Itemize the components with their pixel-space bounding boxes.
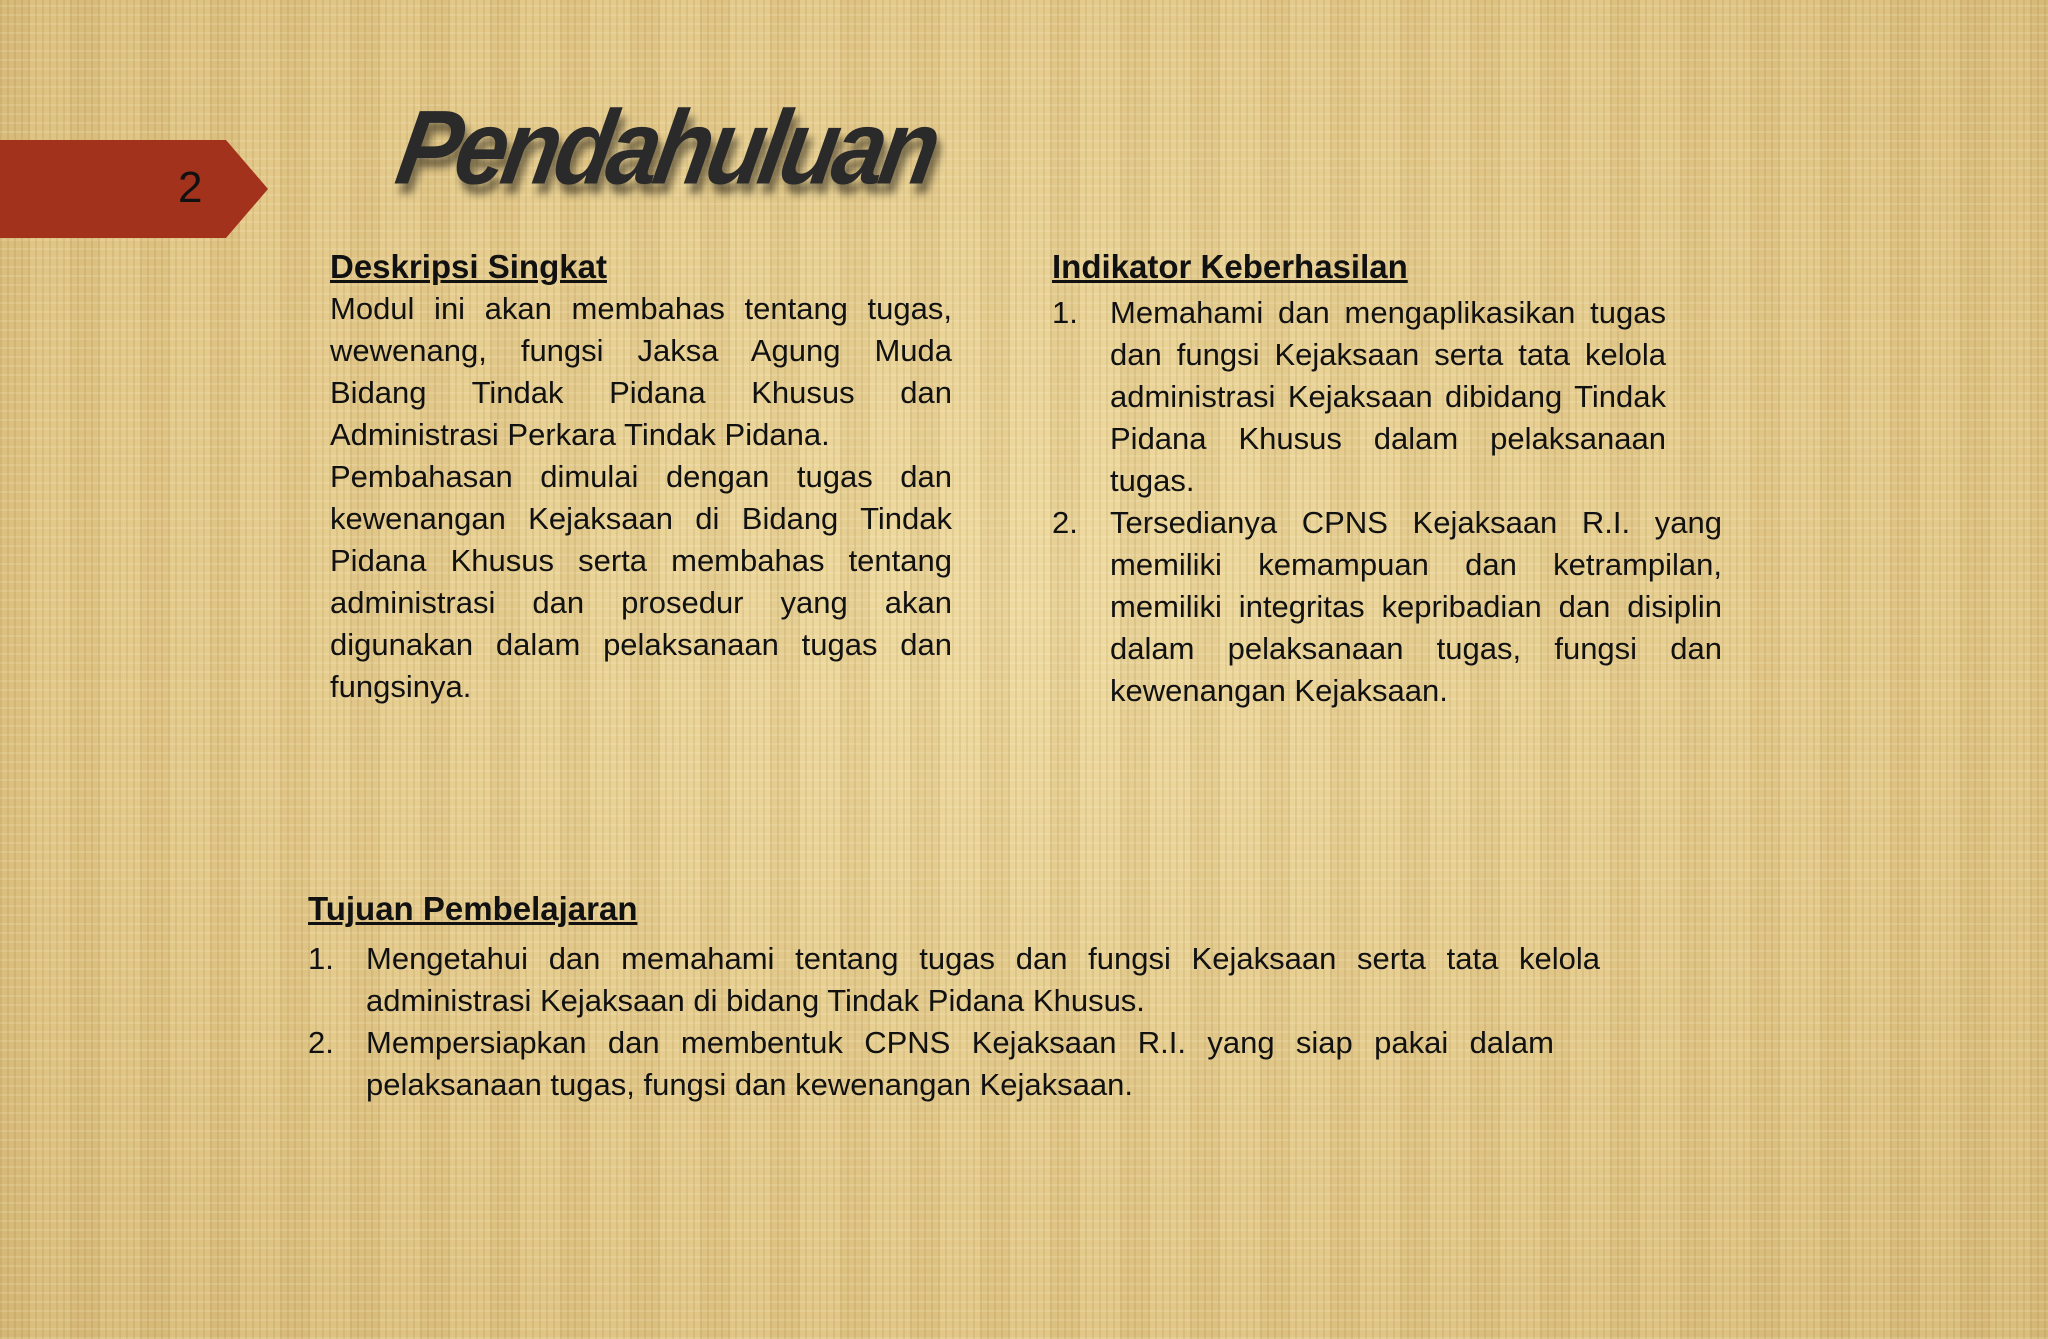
list-item-number: 1.	[1052, 295, 1078, 330]
slide-number: 2	[178, 163, 203, 212]
indikator-list	[1052, 292, 1722, 712]
page-title: Pendahuluan	[388, 88, 945, 206]
list-item	[1052, 292, 1722, 502]
tujuan-section	[308, 888, 1608, 1106]
deskripsi-paragraph-2: Pembahasan dimulai dengan tugas dan kewenangan Kejaksaan di Bidang Tindak Pidana Khusus serta membahas tentang administrasi dan prosedur yang akan digunakan dalam pelaksanaan tugas dan fungsinya.	[330, 459, 952, 704]
deskripsi-paragraph-1: Modul ini akan membahas tentang tugas, wewenang, fungsi Jaksa Agung Muda Bidang Tindak Pidana Khusus dan Administrasi Perkara Tindak Pidana.	[330, 291, 952, 452]
indikator-heading: Indikator Keberhasilan	[1052, 248, 1408, 285]
list-item-text: Mempersiapkan dan membentuk CPNS Kejaksaan R.I. yang siap pakai dalam pelaksanaan tugas, fungsi dan kewenangan Kejaksaan.	[366, 1025, 1554, 1102]
list-item-number: 2.	[308, 1025, 334, 1060]
list-item	[1052, 502, 1722, 712]
list-item	[308, 1022, 1608, 1106]
list-item-number: 2.	[1052, 505, 1078, 540]
list-item-text: Tersedianya CPNS Kejaksaan R.I. yang memiliki kemampuan dan ketrampilan, memiliki integritas kepribadian dan disiplin dalam pelaksanaan tugas, fungsi dan kewenangan Kejaksaan.	[1110, 505, 1722, 708]
slide-number-tab	[0, 140, 268, 238]
list-item-text: Mengetahui dan memahami tentang tugas dan fungsi Kejaksaan serta tata kelola administrasi Kejaksaan di bidang Tindak Pidana Khusus.	[366, 941, 1600, 1018]
tujuan-list	[308, 938, 1608, 1106]
deskripsi-section	[330, 246, 952, 708]
list-item-number: 1.	[308, 941, 334, 976]
list-item-text: Memahami dan mengaplikasikan tugas dan fungsi Kejaksaan serta tata kelola administrasi Kejaksaan dibidang Tindak Pidana Khusus dalam pelaksanaan tugas.	[1110, 295, 1666, 498]
tujuan-heading: Tujuan Pembelajaran	[308, 890, 638, 927]
deskripsi-heading: Deskripsi Singkat	[330, 248, 607, 285]
indikator-section	[1052, 246, 1722, 712]
list-item	[308, 938, 1608, 1022]
